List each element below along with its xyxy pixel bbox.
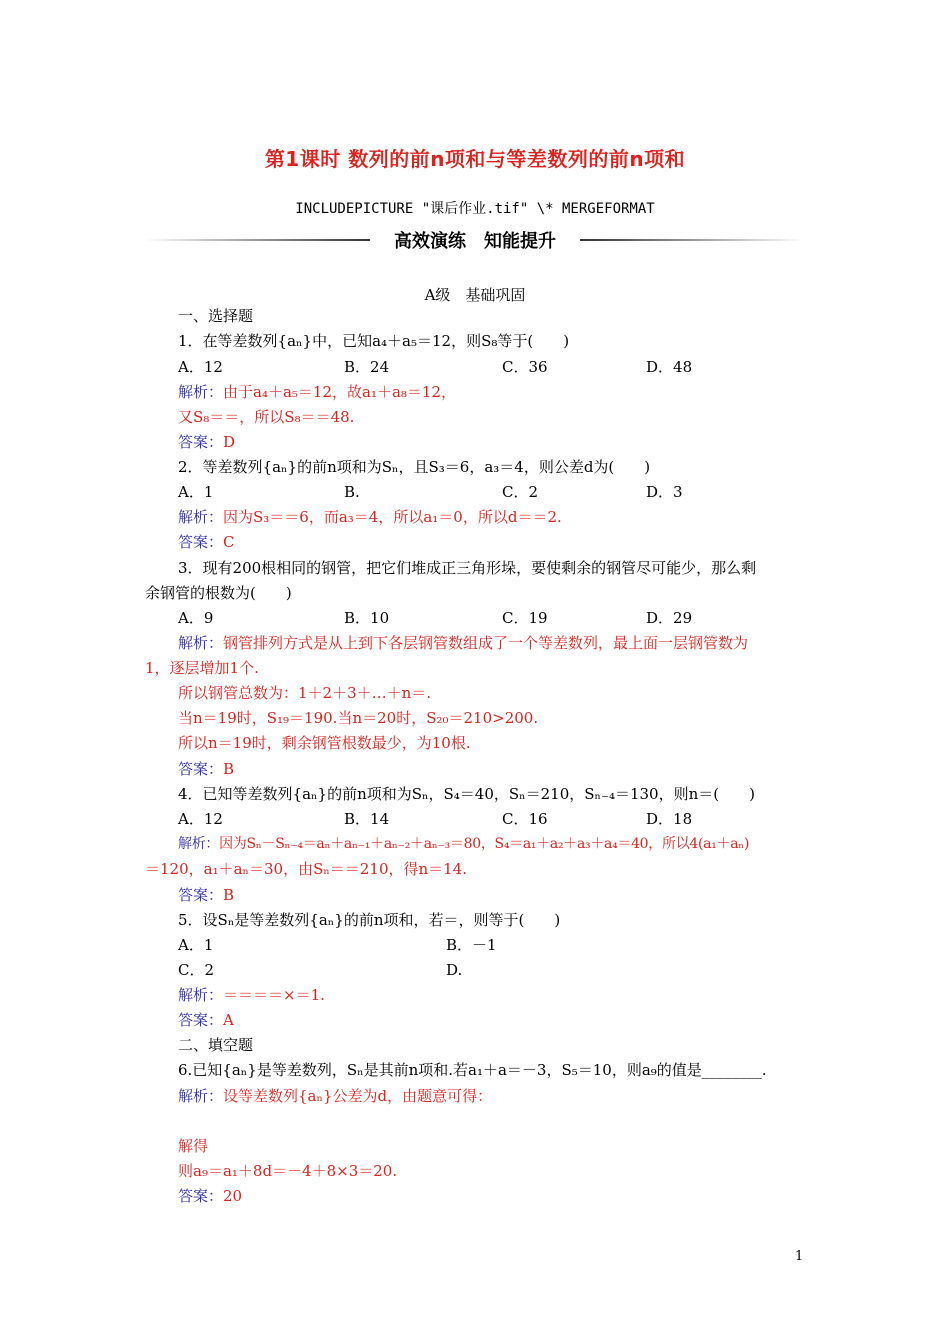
q6-analysis-line-1: 设等差数列{aₙ}公差为d，由题意可得： (223, 1087, 493, 1105)
field-code-text: INCLUDEPICTURE "课后作业.tif" \* MERGEFORMAT (295, 201, 655, 217)
q5-analysis-label: 解析： (178, 986, 224, 1004)
q2-option-d: D．3 (646, 483, 683, 501)
q1-stem: 1．在等差数列{aₙ}中，已知a₄＋a₅＝12，则S₈等于( ) (178, 332, 570, 350)
q4-option-c: C．16 (502, 810, 548, 828)
q4-analysis-label: 解析： (178, 836, 220, 852)
lesson-title: 第1课时 数列的前n项和与等差数列的前n项和 (264, 147, 686, 171)
q6-analysis (178, 1086, 492, 1106)
q4-option-a: A．12 (178, 810, 223, 828)
q3-analysis-line-4: 当n＝19时，S₁₉＝190.当n＝20时，S₂₀＝210>200. (178, 709, 539, 727)
q5-analysis-text: ＝＝＝＝×＝1. (223, 986, 325, 1004)
q4-answer (178, 885, 234, 905)
section-heading-choice: 一、选择题 (178, 307, 254, 325)
q3-option-d: D．29 (646, 609, 693, 627)
q1-option-d: D．48 (646, 358, 693, 376)
q4-option-d: D．18 (646, 810, 693, 828)
section-heading-fill: 二、填空题 (178, 1036, 254, 1054)
q5-option-b: B．－1 (446, 936, 497, 954)
q3-analysis-label: 解析： (178, 634, 224, 652)
q5-answer-value: A (223, 1011, 234, 1029)
q3-stem-line-2: 余钢管的根数为( ) (145, 584, 292, 602)
page-number: 1 (795, 1249, 804, 1264)
q3-analysis (178, 633, 748, 653)
q6-answer-label: 答案： (178, 1187, 224, 1205)
q3-analysis-line-2: 1，逐层增加1个. (145, 659, 259, 677)
q3-stem-line-1: 3．现有200根相同的钢管，把它们堆成正三角形垛，要使剩余的钢管尽可能少，那么剩 (178, 559, 757, 577)
q1-answer-label: 答案： (178, 433, 224, 451)
banner-right-rule (580, 239, 805, 241)
q4-analysis-line-2: ＝120，a₁＋aₙ＝30，由Sₙ＝＝210，得n＝14. (145, 860, 468, 878)
section-banner (145, 225, 805, 255)
q1-answer (178, 432, 235, 452)
q1-analysis-line-2: 又S₈＝＝，所以S₈＝＝48. (178, 408, 355, 426)
q5-option-a: A．1 (178, 936, 214, 954)
q2-answer (178, 532, 235, 552)
q2-analysis-line-1: 因为S₃＝＝6，而a₃＝4，所以a₁＝0，所以d＝＝2. (223, 508, 562, 526)
q6-analysis-label: 解析： (178, 1087, 224, 1105)
q5-answer (178, 1010, 234, 1030)
q4-option-b: B．14 (344, 810, 390, 828)
q1-analysis-line-1: 由于a₄＋a₅＝12，故a₁＋a₈＝12， (223, 383, 457, 401)
q6-answer-value: 20 (223, 1187, 243, 1205)
q3-answer-value: B (223, 760, 235, 778)
q1-answer-value: D (223, 433, 236, 451)
banner-text: 高效演练 知能提升 (394, 231, 556, 252)
q3-answer-label: 答案： (178, 760, 224, 778)
q4-analysis-line-1: 因为Sₙ－Sₙ₋₄＝aₙ＋aₙ₋₁＋aₙ₋₂＋aₙ₋₃＝80，S₄＝a₁＋a₂＋a₃＋a₄＝40，所以4(a₁＋aₙ) (219, 836, 750, 852)
q2-analysis (178, 507, 562, 527)
q3-option-c: C．19 (502, 609, 548, 627)
q6-answer (178, 1186, 242, 1206)
q1-analysis-label: 解析： (178, 383, 224, 401)
q1-option-a: A．12 (178, 358, 223, 376)
q6-stem: 6.已知{aₙ}是等差数列，Sₙ是其前n项和.若a₁＋a＝－3，S₅＝10，则a₉的值是________. (178, 1061, 767, 1079)
q3-answer (178, 759, 234, 779)
q5-analysis (178, 985, 325, 1005)
q1-analysis (178, 382, 456, 402)
q2-stem: 2．等差数列{aₙ}的前n项和为Sₙ，且S₃＝6，a₃＝4，则公差d为( ) (178, 458, 651, 476)
q2-option-c: C．2 (502, 483, 539, 501)
q6-analysis-line-3: 则a₉＝a₁＋8d＝－4＋8×3＝20. (178, 1162, 398, 1180)
q4-stem: 4．已知等差数列{aₙ}的前n项和为Sₙ，S₄＝40，Sₙ＝210，Sₙ₋₄＝130，则n＝( ) (178, 785, 755, 803)
q3-analysis-line-3: 所以钢管总数为：1＋2＋3＋…＋n＝. (178, 684, 432, 702)
q3-analysis-line-5: 所以n＝19时，剩余钢管根数最少，为10根. (178, 734, 471, 752)
q1-option-c: C．36 (502, 358, 548, 376)
level-heading: A级 基础巩固 (424, 286, 526, 304)
q4-answer-value: B (223, 886, 235, 904)
q2-answer-label: 答案： (178, 533, 224, 551)
q5-answer-label: 答案： (178, 1011, 224, 1029)
q4-analysis (178, 834, 749, 854)
q5-stem: 5．设Sₙ是等差数列{aₙ}的前n项和，若＝，则等于( ) (178, 911, 561, 929)
q1-option-b: B．24 (344, 358, 390, 376)
q6-analysis-line-2: 解得 (178, 1137, 209, 1155)
q2-analysis-label: 解析： (178, 508, 224, 526)
q3-analysis-line-1: 钢管排列方式是从上到下各层钢管数组成了一个等差数列，最上面一层钢管数为 (223, 634, 749, 652)
q2-option-b: B. (344, 483, 360, 501)
q4-answer-label: 答案： (178, 886, 224, 904)
q3-option-a: A．9 (178, 609, 214, 627)
q5-option-c: C．2 (178, 961, 215, 979)
q2-option-a: A．1 (178, 483, 214, 501)
q2-answer-value: C (223, 533, 235, 551)
q5-option-d: D. (446, 961, 463, 979)
q3-option-b: B．10 (344, 609, 390, 627)
